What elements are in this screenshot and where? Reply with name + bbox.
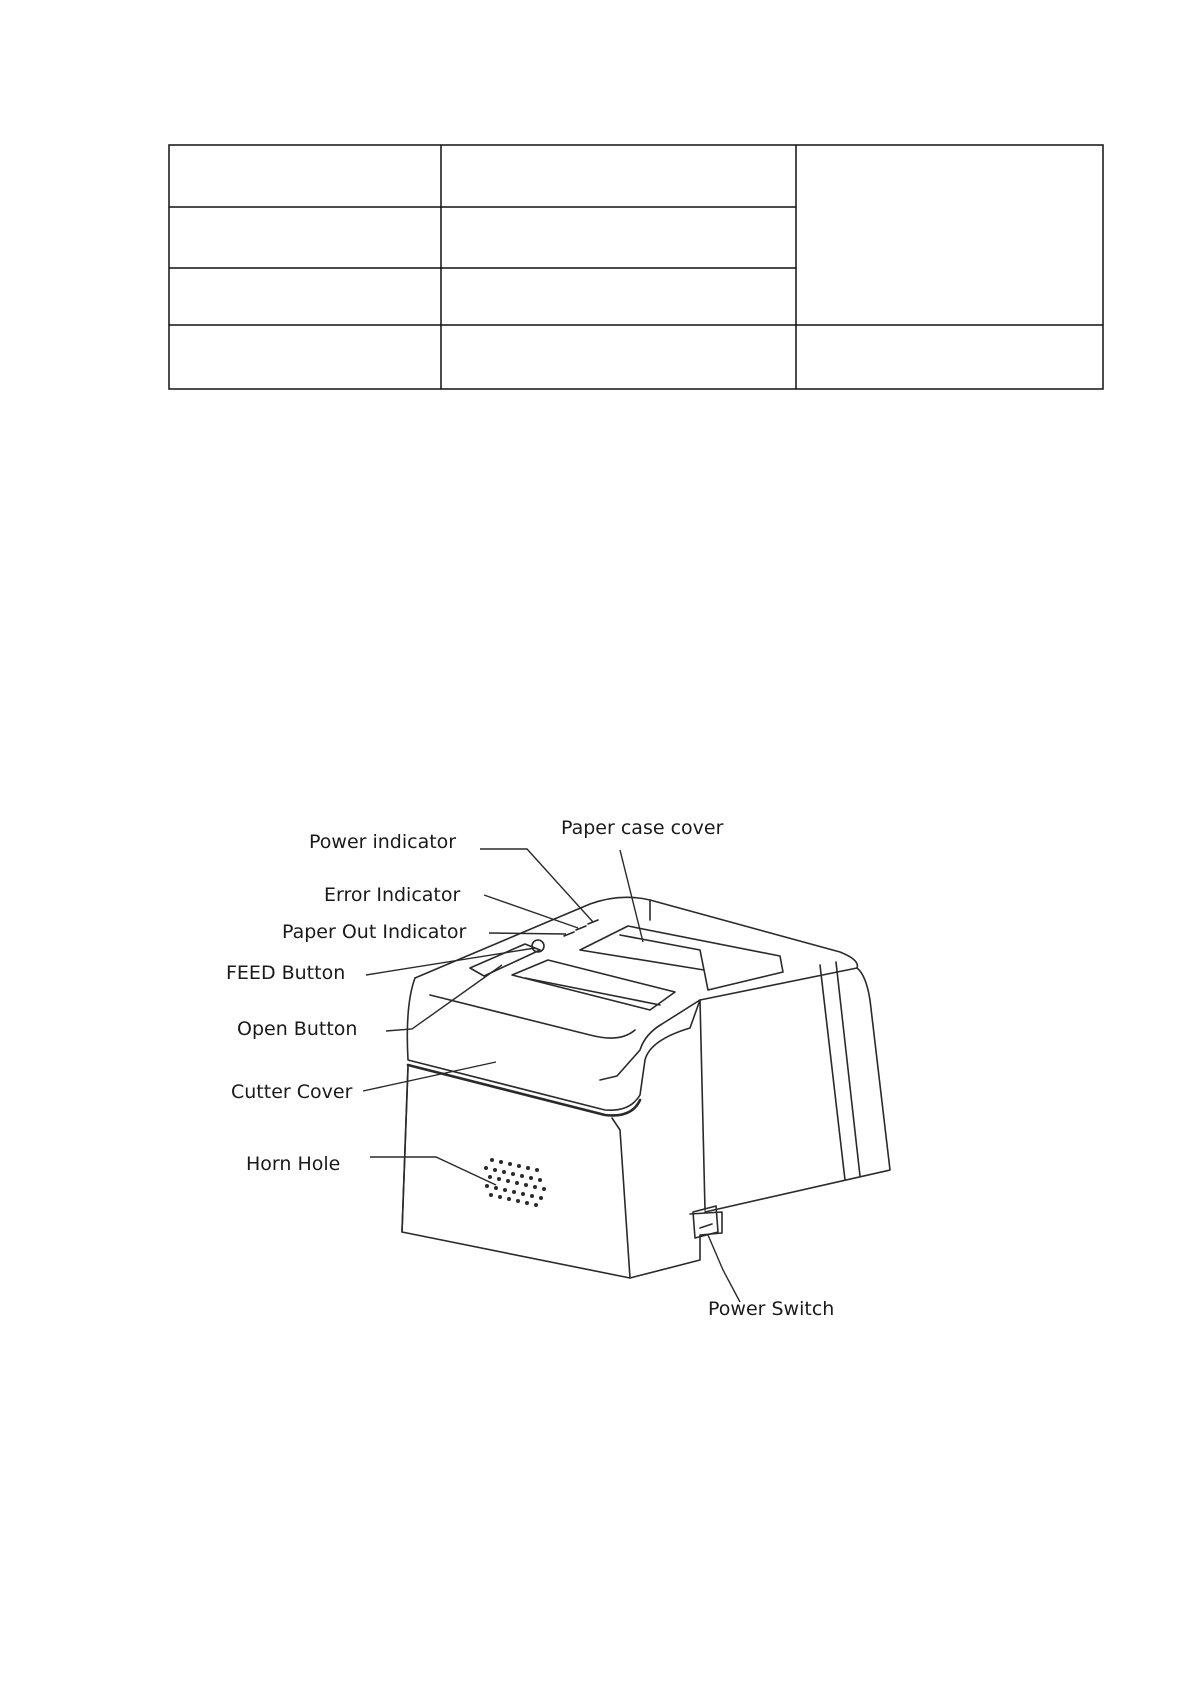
label-power-switch: Power Switch xyxy=(708,1298,835,1320)
cutter-cover-outline xyxy=(407,978,700,1110)
paper-slot-line xyxy=(525,978,660,1005)
body-left-edge xyxy=(402,1065,408,1232)
label-paper-out-indicator: Paper Out Indicator xyxy=(282,921,467,943)
leader-power-indicator xyxy=(480,849,593,922)
label-feed-button: FEED Button xyxy=(226,962,346,984)
horn-hole-grille xyxy=(484,1158,546,1207)
label-power-indicator: Power indicator xyxy=(309,831,457,853)
label-cutter-cover: Cutter Cover xyxy=(231,1081,353,1103)
leader-error-indicator xyxy=(484,895,578,928)
cutter-cover-top-edge xyxy=(430,995,635,1038)
leader-power-switch xyxy=(708,1235,740,1302)
label-error-indicator: Error Indicator xyxy=(324,884,461,906)
side-panel-line-1 xyxy=(820,965,845,1180)
paper-case-cover-inner xyxy=(620,935,704,970)
power-switch-shape xyxy=(693,1206,718,1238)
leader-paper-out-indicator xyxy=(489,933,566,934)
front-corner-line xyxy=(612,1118,630,1278)
leader-lines xyxy=(363,849,740,1302)
paper-case-cover-outline xyxy=(580,926,783,990)
side-panel-line-2 xyxy=(836,962,860,1176)
leader-feed-button xyxy=(366,948,535,975)
label-paper-case-cover: Paper case cover xyxy=(561,817,724,839)
label-horn-hole: Horn Hole xyxy=(246,1153,341,1175)
printer-right-side xyxy=(700,968,890,1212)
label-open-button: Open Button xyxy=(237,1018,358,1040)
printer-top-surface xyxy=(415,897,857,1080)
printer-drawing xyxy=(402,897,890,1278)
leader-horn-hole xyxy=(370,1157,496,1185)
